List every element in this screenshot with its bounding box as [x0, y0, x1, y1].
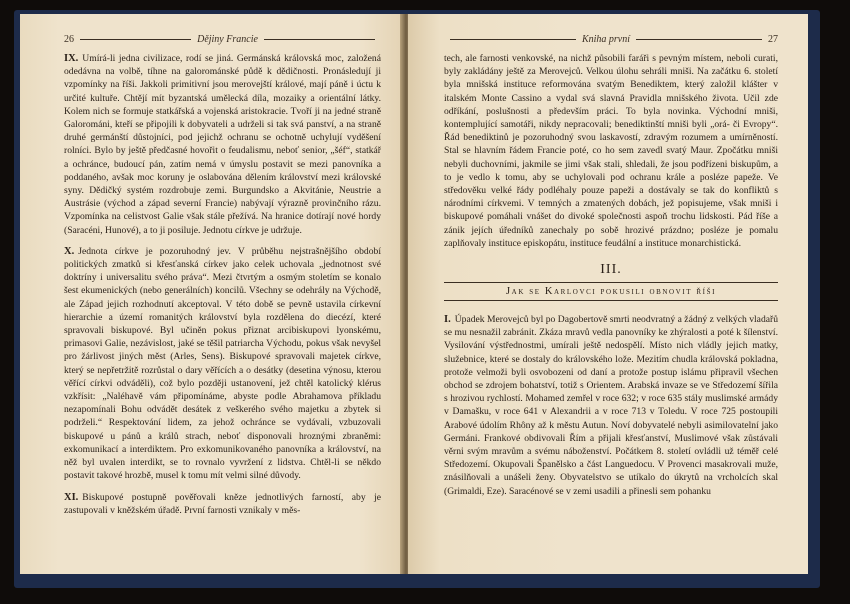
chapter-number: III.	[600, 262, 622, 278]
head-rule	[636, 39, 762, 40]
paragraph: tech, ale farnosti venkovské, na nichž působili faráři s pevným místem, neboli curati, byly zakládány ještě za Merovejců. Velkou úlohu sehráli mniši. Na začátku 6. století byla mnišská instituce reformována svatým Benediktem, který založil klášter v italském Monte Cassino a vydal svá slavná Pravidla mnišského života. Učil zde odříkání, poslušnosti a především práci. To byla novinka. Východní mniši, kontemplující samotáři, nikdy nepracovali; benediktinští mniši byli „orá- či Evropy“. Řád benediktinů je pozoruhodný svou laskavostí, zdravým rozumem a umírněností. Stal se hlavním řádem Francie poté, co ho sem zavedl svatý Maur. Zpočátku mniši nebyli duchovními, jakmile se jimi však stali, shledali, že jsou podřízeni biskupům, a to je vedlo k tomu, aby se uchylovali pod ochranu krále a posléze papeže. Ve středověku velké řády podléhaly pouze papeži a dostávaly se tak do konfliktů s národními církvemi. V temných a zmatených dobách, jež popisujeme, však mniši i biskupové pomáhali vnášet do divoké společnosti aspoň trochu lidskosti. Pád říše a zánik jejích úředníků zanechaly po sobě hrozivé prázdno; posléze je pomalu zaplňovaly instituce episkopátu, instituce feudální a instituce monarchistická.	[444, 53, 778, 249]
chapter-title: Jak se Karlovci pokusili obnovit říši	[444, 282, 778, 301]
head-rule	[264, 39, 375, 40]
left-running-head	[64, 32, 381, 46]
paragraph-text: Jednota církve je pozoruhodný jev. V průběhu nejstrašnějšího období politických zmatků si křesťanská církev jako celek uchovala „jednotnost své doktríny i universalitu svého práva“. Mezi čtvrtým a osmým stoletím se konalo šest ekumenických (nebo generálních) koncilů. Všechny se odehrály na Východě, ale Západ jejich rozhodnutí akceptoval. V této době se pevně ustavila církevní hierarchie a území romanitých království byla rozdělena do diecézí, které spravovali biskupové. Byl učiněn pokus přiznat arcibiskupovi lyonskému, primasovi Galie, nezávislost, jaké se těšil patriarcha Východu, pokus však nevyšel pro žárlivost jiných měst (Arles, Sens). Biskupové spravovali majetek církve, který se nepřetržitě rozrůstal o dary věřících a o desátky (desetina výnosu, kterou věřící církvi odváděli), což bylo později ustanovení, jež chtěl katolický klérus vzkřísit: „Naléhavě vám připomínáme, abyste podle Abrahamova příkladu nezapomínali Bohu odvádět desátek z veškerého svého majetku a zbytek si podrželi.“ Respektování lidem, za jehož ochránce se vydávali, vzbuzovali biskupové u pánů a králů strach, neboť disponovali hroznými zbraněmi: exkomunikací a interdiktem. Pro exkomunikovaného panovníka a království, na něž byl uvalen interdikt, se to rovnalo vyvržení z lidstva. Chtěl-li se někdo postavit takové hrozbě, musel k tomu mít velmi silné důvody.	[64, 245, 381, 482]
head-rule	[450, 39, 576, 40]
left-text-block	[64, 52, 381, 517]
paragraph-text: Umírá-li jedna civilizace, rodí se jiná. Germánská královská moc, založená odedávna na volbě, tíhne na galorománské půdě k dědičnosti. Pronásledují ji vzpomínky na říši. Jakkoli primitivní jsou merovejští králové, mají páně i úctu k určité kultuře. Chtějí mít byzantská umělecká díla, mozaiky a orientální látky. Kolem nich se formuje statkářská a vojenská aristokracie. Tvoří ji na jedné straně Galorománi, kteří se připojili k dobyvateli a udrželi si tak svá panství, a na straně druhé germánští důstojníci, pod jejichž ochranu se ochotně uchylují vyděšení rolníci. Bylo by ještě předčasné hovořit o feudalismu, neboť senior, „šéf“, statkář a ochránce, budoucí pán, zatím nemá v úmyslu postavit se mezi panovníka a poddaného, avšak moc koruny je oslabována dělením království mezi královské syny. Dědičký systém rozdrobuje zemi. Burgundsko a Akvitánie, Neustrie a Austrásie (východ a západ severní Francie) nabývají výrazně provinčního rázu. Vzpomínka na celistvost Galie však stále přežívá. Na hranice dotírají nové hordy (Saracéni, Hunové), a to ji posiluje. Jednotu církve je udržuje.	[64, 53, 381, 236]
left-page-number: 26	[64, 33, 74, 45]
paragraph	[64, 245, 381, 483]
paragraph	[64, 491, 381, 517]
right-text-block	[444, 52, 778, 498]
left-running-title: Dějiny Francie	[197, 33, 258, 45]
right-running-title: Kniha první	[581, 33, 631, 45]
paragraph-text: Úpadek Merovejců byl po Dagobertově smrti neodvratný a žádný z velkých vladařů se mu nesnažil zabránit. Zkáza mravů vedla panovníky ke zhýralosti a poté k šílenství. Vysilování výstřednostmi, umírali ještě nedospělí. Místo nich vládly jejich matky, služebnice, které se dostaly do královského lože. Mezitím chudla královská pokladna, protože velmoži byli osvobozeni od daní a protože postup islámu připravil všechen obchod se zdrojem bohatství, totiž s Orientem. Arabská invaze se ve Středozemí šířila s hrozivou rychlostí. Mohamed zemřel v roce 632; v roce 635 stály muslimské armády v Damašku, v roce 641 v Alexandrii a v roce 713 v Toledu. V roce 725 postoupili Arabové údolím Rhôny až k městu Autun. Noví dobyvatelé nebyli asimilovatelní jako Germáni. Frankové obdivovali Řím a přijali křesťanství, Muslimové však zůstávali věrni svým mravům a svému náboženství. Počátkem 8. století ovládli už téměř celé Středozemí. Okupovali Španělsko a část Languedocu. V Provenci masakrovali muže, znásilňovali a unášeli ženy. Obyvatelstvo se utíkalo do úkrytů na vrcholcích skal (Grimaldi, Eze). Saracénové se v zemi usadili a přinesli sem pohanku	[444, 314, 778, 497]
right-running-head	[444, 32, 778, 46]
section-number: IX.	[64, 53, 79, 64]
paragraph-text: Biskupové postupně pověřovali kněze jednotlivých farností, aby je zastupovali v kněžském úřadě. První farnosti vznikaly v měs-	[64, 491, 381, 516]
right-page	[408, 14, 808, 574]
left-page	[20, 14, 405, 574]
paragraph	[64, 52, 381, 237]
section-number: I.	[444, 314, 451, 326]
head-rule	[80, 39, 191, 40]
right-page-number: 27	[768, 33, 778, 45]
section-number: X.	[64, 245, 75, 257]
section-number: XI.	[64, 491, 79, 503]
paragraph	[444, 313, 778, 498]
